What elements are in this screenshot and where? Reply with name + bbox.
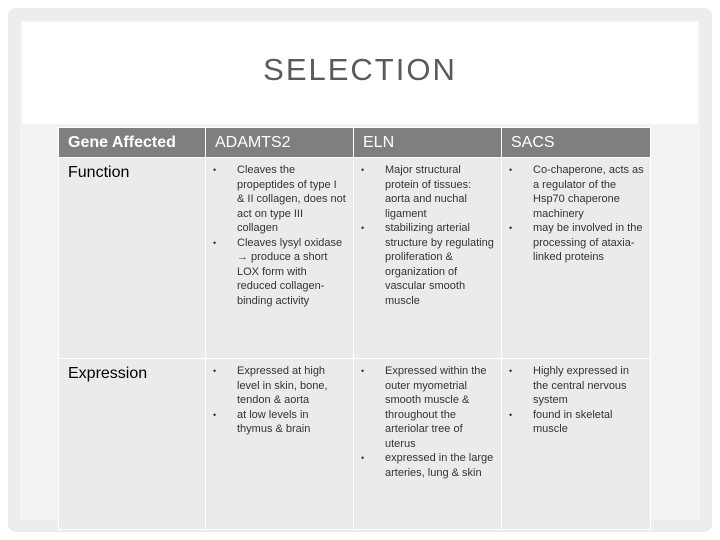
list-item: • Expressed at high level in skin, bone, tendon & aorta (213, 365, 328, 406)
list-item: • Cleaves lysyl oxidase → produce a short LOX form with reduced collagen-binding activity (213, 236, 343, 307)
gene-comparison-table (58, 127, 651, 530)
cell-function-eln (354, 158, 502, 359)
table-row-expression (59, 359, 651, 530)
list-item: • Co-chaperone, acts as a regulator of the Hsp70 chaperone machinery (509, 164, 644, 220)
list-item: • may be involved in the processing of ataxia-linked proteins (509, 222, 643, 263)
cell-function-adamts2 (206, 158, 354, 359)
cell-function-sacs (502, 158, 651, 359)
bullet-icon: • (213, 409, 217, 420)
cell-expression-sacs (502, 359, 651, 530)
bullet-icon: • (213, 366, 217, 376)
list-item: • expressed in the large arteries, lung & skin (361, 452, 494, 479)
cell-expression-eln (354, 359, 502, 530)
bullet-icon: • (213, 165, 217, 175)
list-item: • stabilizing arterial structure by regulating proliferation & organization of vascular smooth muscle (361, 222, 494, 307)
bullet-icon: • (509, 366, 513, 376)
list-item: • Highly expressed in the central nervous system (509, 365, 629, 406)
slide-title: SELECTION (263, 52, 457, 87)
row-label-expression: Expression (59, 359, 206, 530)
header-sacs: SACS (502, 128, 651, 158)
header-gene-affected: Gene Affected (59, 128, 206, 158)
bullet-icon: • (509, 409, 513, 420)
list-item: • Major structural protein of tissues: aorta and nuchal ligament (361, 164, 472, 220)
bullet-icon: • (509, 165, 513, 175)
bullet-icon: • (509, 223, 513, 233)
header-adamts2: ADAMTS2 (206, 128, 354, 158)
table-header-row (59, 128, 651, 158)
bullet-icon: • (361, 366, 365, 376)
row-label-function: Function (59, 158, 206, 359)
bullet-icon: • (361, 165, 365, 175)
list-item: • at low levels in thymus & brain (213, 408, 311, 435)
bullet-icon: • (361, 223, 365, 233)
bullet-icon: • (361, 453, 365, 463)
bullet-icon: • (213, 237, 217, 248)
list-item: • found in skeletal muscle (509, 408, 613, 435)
list-item: • Expressed within the outer myometrial smooth muscle & throughout the arteriolar tree of uterus (361, 365, 487, 450)
list-item: • Cleaves the propeptides of type I & II collagen, does not act on type III collagen (213, 164, 346, 234)
table-row-function (59, 158, 651, 359)
header-eln: ELN (354, 128, 502, 158)
cell-expression-adamts2 (206, 359, 354, 530)
